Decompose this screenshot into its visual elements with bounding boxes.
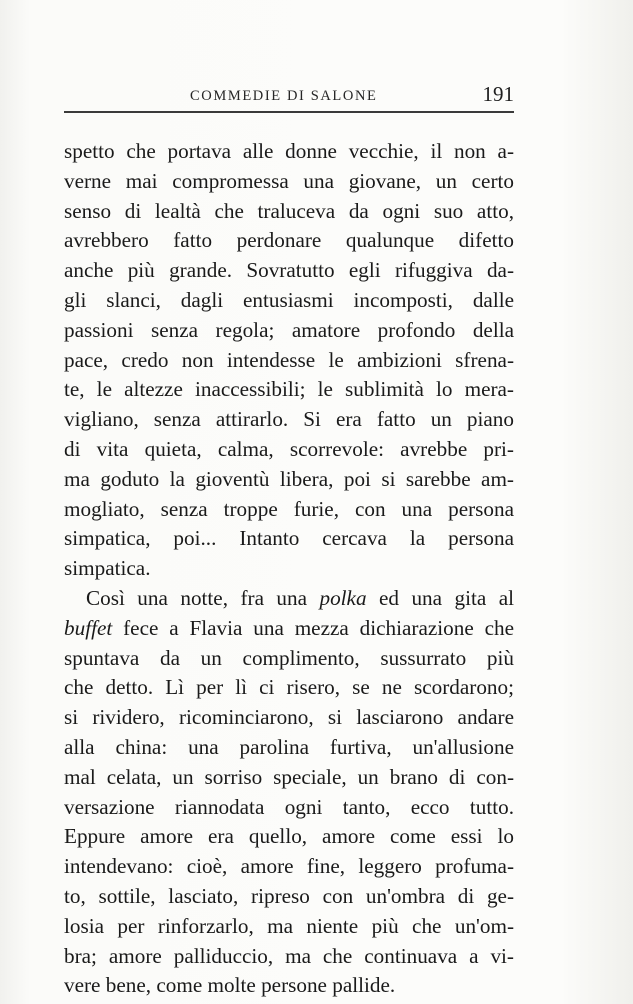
text-line	[64, 793, 514, 823]
text-line	[64, 912, 514, 942]
text-line	[64, 495, 514, 525]
text-line	[64, 644, 514, 674]
text-segment: spetto che portava alle donne vecchie, il non a-	[64, 139, 514, 163]
text-line	[64, 167, 514, 197]
text-segment: avrebbero fatto perdonare qualunque difetto	[64, 228, 514, 253]
text-line	[64, 882, 514, 912]
text-segment: alla china: una parolina furtiva, un'allusione	[64, 734, 514, 759]
text-line	[64, 673, 514, 703]
text-segment: losia per rinforzarlo, ma niente più che un'om-	[64, 913, 514, 938]
text-line	[64, 971, 514, 1001]
text-line	[64, 703, 514, 733]
text-segment: te, le altezze inaccessibili; le sublimità lo mera-	[64, 377, 514, 402]
text-line	[64, 435, 514, 465]
text-segment: che detto. Lì per lì ci risero, se ne scordarono;	[64, 675, 514, 700]
text-line	[64, 137, 514, 167]
text-line	[64, 554, 514, 584]
text-line	[64, 584, 514, 614]
text-segment: bra; amore palliduccio, ma che continuava a vi-	[64, 943, 514, 968]
header-rule	[64, 111, 514, 113]
text-segment: gli slanci, dagli entusiasmi incomposti, dalle	[64, 287, 514, 312]
text-segment: intendevano: cioè, amore fine, leggero profuma-	[64, 854, 514, 879]
text-segment: pace, credo non intendesse le ambizioni sfrena-	[64, 347, 514, 372]
text-line	[64, 286, 514, 316]
text-segment: senso di lealtà che traluceva da ogni suo atto,	[64, 198, 514, 223]
text-segment: to, sottile, lasciato, ripreso con un'ombra di ge-	[64, 883, 514, 908]
text-segment: anche più grande. Sovratutto egli rifuggiva da-	[64, 258, 514, 283]
text-segment: simpatica, poi... Intanto cercava la persona	[64, 526, 514, 551]
text-line	[64, 524, 514, 554]
text-segment: Eppure amore era quello, amore come essi lo	[64, 824, 514, 849]
text-line	[64, 614, 514, 644]
text-segment: ed una gita al	[366, 585, 514, 610]
text-line	[64, 256, 514, 286]
text-line	[64, 316, 514, 346]
running-title: COMMEDIE DI SALONE	[190, 88, 378, 104]
text-segment: di vita quieta, calma, scorrevole: avrebbe pri-	[64, 436, 514, 461]
text-segment: mogliato, senza troppe furie, con una persona	[64, 496, 514, 521]
text-line	[64, 942, 514, 972]
text-segment: vigliano, senza attirarlo. Si era fatto un piano	[64, 407, 514, 432]
text-segment: fece a Flavia una mezza dichiarazione che	[112, 615, 514, 640]
page-header	[66, 82, 514, 112]
text-segment: spuntava da un complimento, sussurrato più	[64, 645, 514, 670]
text-line	[64, 852, 514, 882]
text-line	[64, 405, 514, 435]
text-segment: ma goduto la gioventù libera, poi si sarebbe am-	[64, 466, 514, 491]
text-line	[64, 226, 514, 256]
text-line	[64, 733, 514, 763]
text-line	[64, 346, 514, 376]
text-line	[64, 465, 514, 495]
italic-text: polka	[319, 585, 367, 610]
text-segment: verne mai compromessa una giovane, un certo	[64, 168, 514, 193]
text-segment: si rividero, ricominciarono, si lasciarono andare	[64, 705, 514, 730]
italic-text: buffet	[64, 615, 113, 640]
text-segment: versazione riannodata ogni tanto, ecco tutto.	[64, 794, 514, 819]
body-text	[64, 137, 514, 1001]
page-number: 191	[482, 82, 514, 106]
text-line	[64, 197, 514, 227]
text-segment: vere bene, come molte persone pallide.	[64, 973, 396, 998]
text-segment: simpatica.	[64, 556, 151, 581]
text-line	[64, 822, 514, 852]
text-segment: mal celata, un sorriso speciale, un brano di con-	[64, 764, 514, 789]
text-line	[64, 763, 514, 793]
text-segment: Così una notte, fra una	[86, 585, 320, 610]
text-line	[64, 375, 514, 405]
text-segment: passioni senza regola; amatore profondo della	[64, 317, 514, 342]
